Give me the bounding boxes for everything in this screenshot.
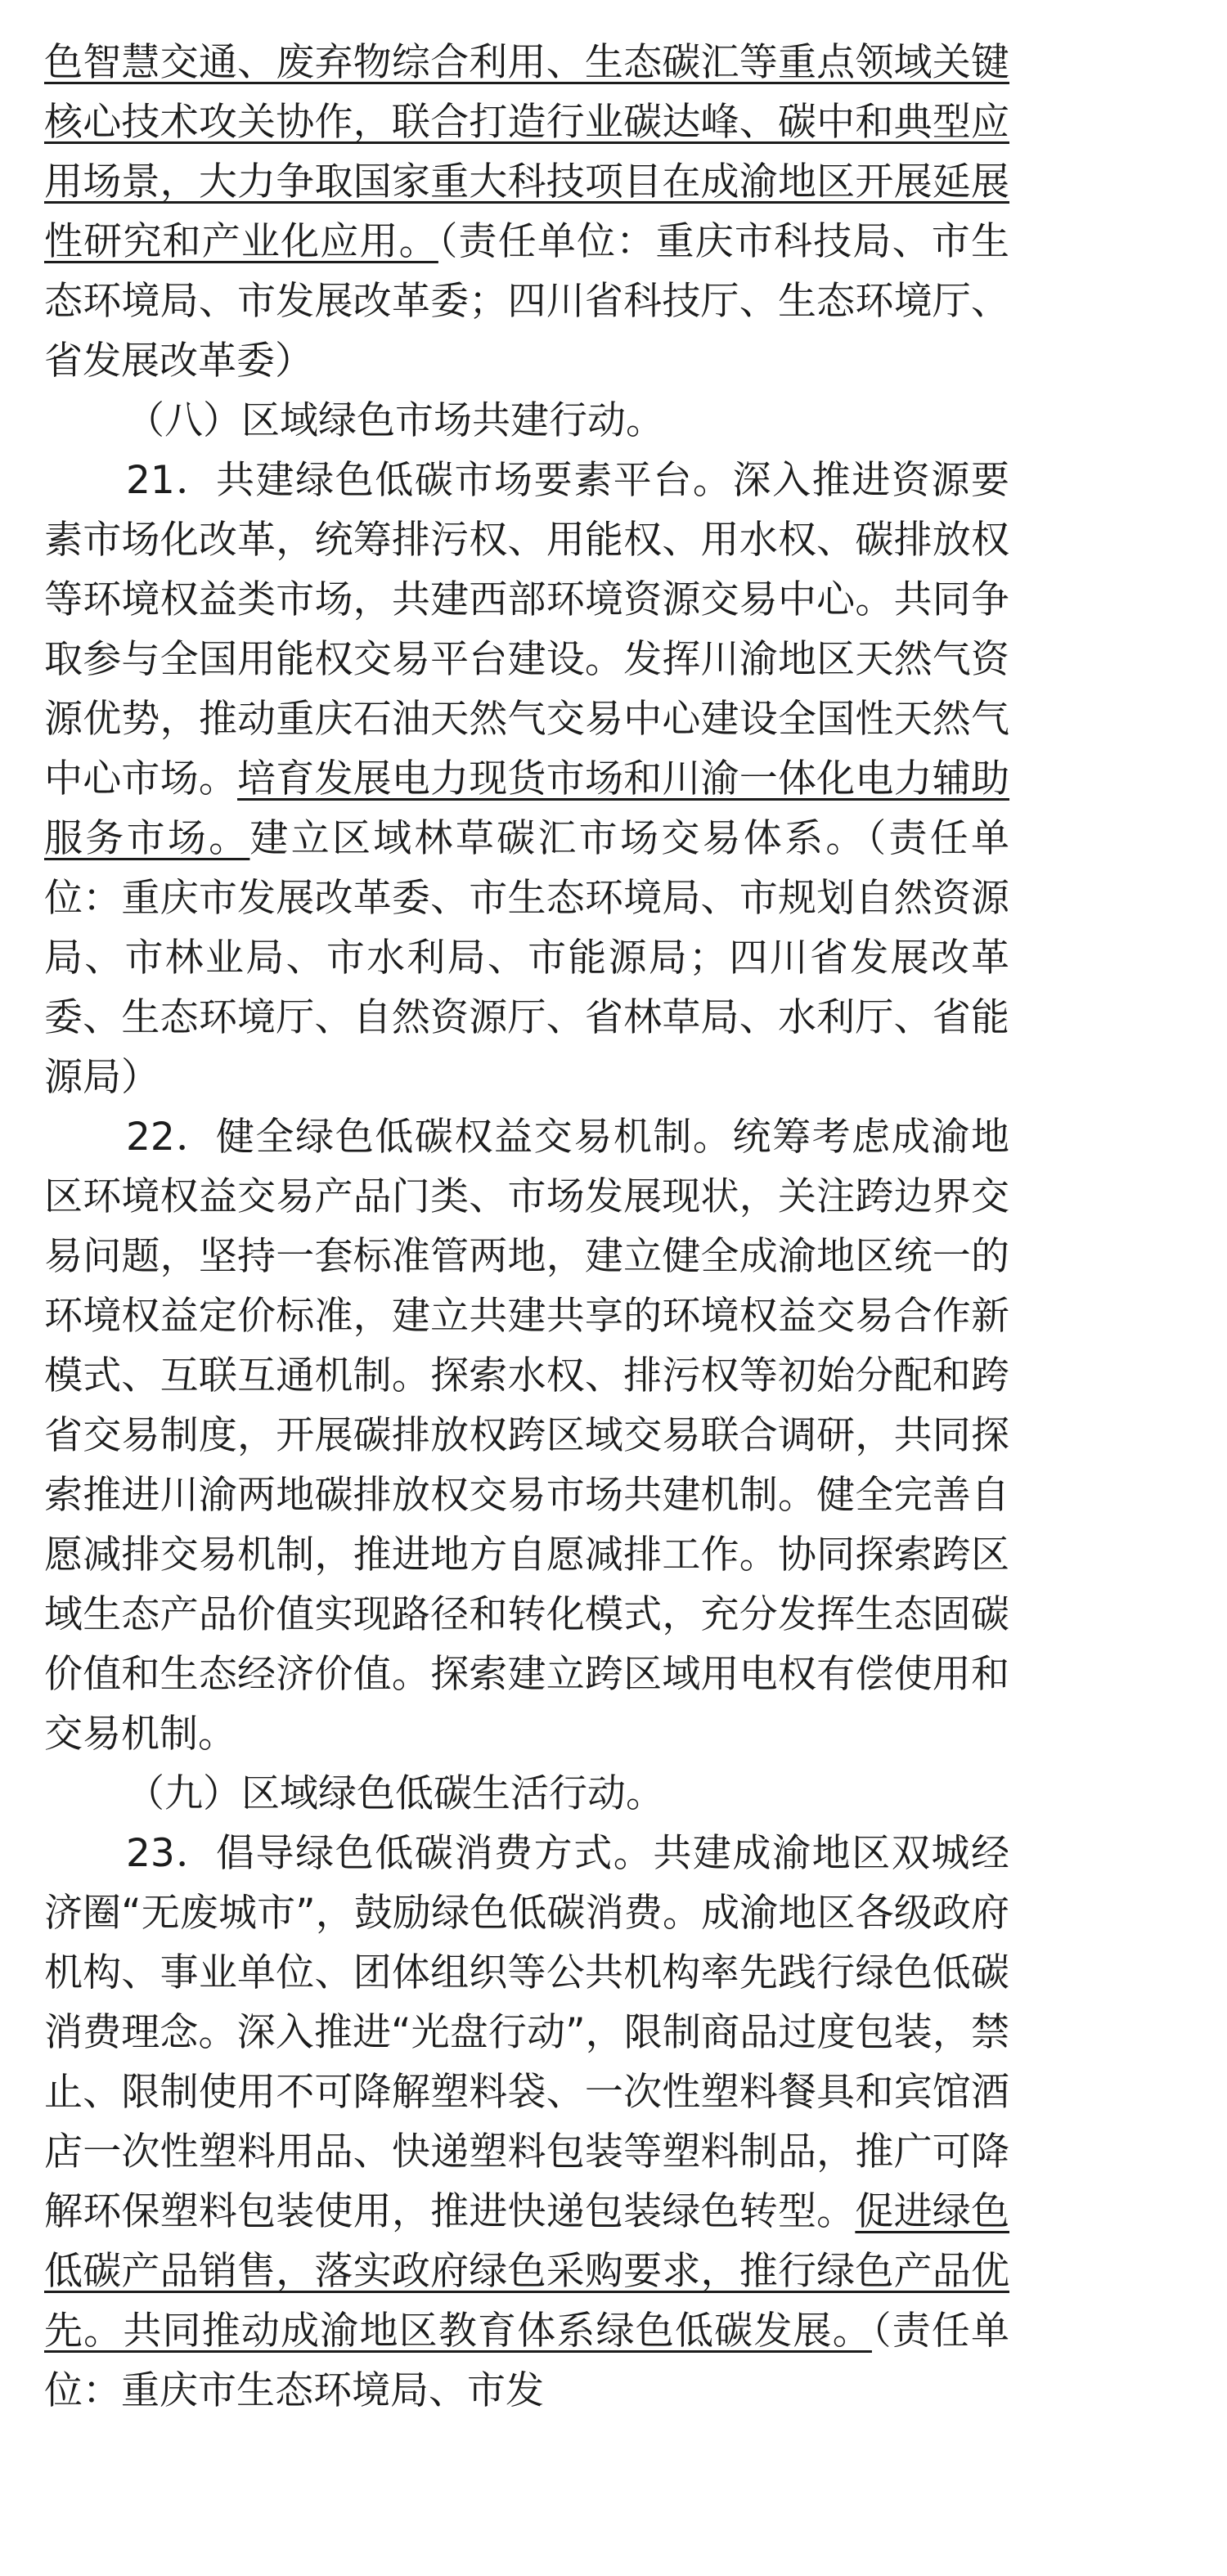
paragraph-text: （责任单位：重庆市生态环境局、市发 xyxy=(44,2309,1009,2413)
document-page xyxy=(44,33,1009,2421)
section-heading-8 xyxy=(44,391,1009,451)
underlined-passage: 色智慧交通、废弃物综合利用、生态碳汇等重点领域关键核心技术攻关协作，联合打造行业碳达峰、碳中和典型应用场景，大力争取国家重大科技项目在成渝地区开展延展性研究和产业化应用。 xyxy=(44,40,1009,264)
heading-text: （八）区域绿色市场共建行动。 xyxy=(126,398,664,443)
underlined-passage: 培育发展电力现货市场和川渝一体化电力辅助服务市场。 xyxy=(44,756,1010,861)
paragraph-text: 22．健全绿色低碳权益交易机制。统筹考虑成渝地区环境权益交易产品门类、市场发展现状，关注跨边界交易问题，坚持一套标准管两地，建立健全成渝地区统一的环境权益定价标准，建立共建共享的环境权益交易合作新模式、互联互通机制。探索水权、排污权等初始分配和跨省交易制度，开展碳排放权跨区域交易联合调研，共同探索推进川渝两地碳排放权交易市场共建机制。健全完善自愿减排交易机制，推进地方自愿减排工作。协同探索跨区域生态产品价值实现路径和转化模式，充分发挥生态固碳价值和生态经济价值。探索建立跨区域用电权有偿使用和交易机制。 xyxy=(44,1115,1009,1757)
paragraph-22 xyxy=(44,1107,1009,1764)
paragraph-text: 21．共建绿色低碳市场要素平台。深入推进资源要素市场化改革，统筹排污权、用能权、用水权、碳排放权等环境权益类市场，共建西部环境资源交易中心。共同争取参与全国用能权交易平台建设。发挥川渝地区天然气资源优势，推动重庆石油天然气交易中心建设全国性天然气中心市场。 xyxy=(44,458,1009,801)
paragraph-23 xyxy=(44,1824,1009,2421)
paragraph-text: 建立区域林草碳汇市场交易体系。（责任单位：重庆市发展改革委、市生态环境局、市规划自然资源局、市林业局、市水利局、市能源局；四川省发展改革委、生态环境厅、自然资源厅、省林草局、水利厅、省能源局） xyxy=(44,816,1010,1100)
heading-text: （九）区域绿色低碳生活行动。 xyxy=(126,1771,664,1816)
paragraph-21 xyxy=(44,451,1009,1107)
paragraph-tech-collaboration xyxy=(44,33,1009,391)
paragraph-text: 23．倡导绿色低碳消费方式。共建成渝地区双城经济圈“无废城市”，鼓励绿色低碳消费。成渝地区各级政府机构、事业单位、团体组织等公共机构率先践行绿色低碳消费理念。深入推进“光盘行动”，限制商品过度包装，禁止、限制使用不可降解塑料袋、一次性塑料餐具和宾馆酒店一次性塑料用品、快递塑料包装等塑料制品，推广可降解环保塑料包装使用，推进快递包装绿色转型。 xyxy=(44,1831,1009,2234)
section-heading-9 xyxy=(44,1764,1009,1824)
underlined-passage: 促进绿色低碳产品销售，落实政府绿色采购要求，推行绿色产品优先。共同推动成渝地区教育体系绿色低碳发展。 xyxy=(44,2189,1009,2354)
responsibility-note: （责任单位：重庆市科技局、市生态环境局、市发展改革委；四川省科技厅、生态环境厅、省发展改革委） xyxy=(44,219,1009,384)
